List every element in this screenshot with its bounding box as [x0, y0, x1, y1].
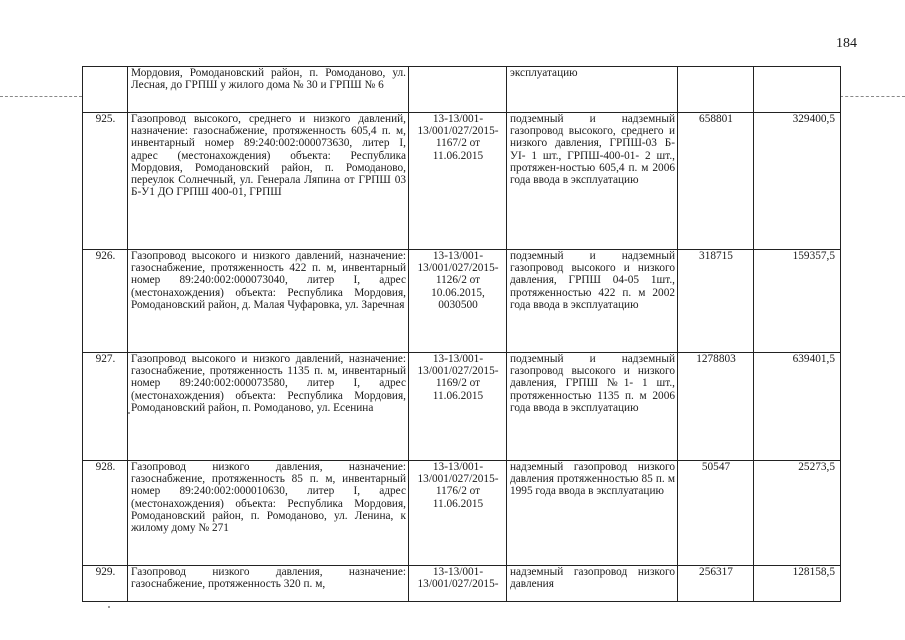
value-cell	[678, 67, 754, 113]
table-row	[83, 250, 841, 353]
registration-record: 13-13/001-13/001/027/2015-1126/2 от 10.06.2015, 0030500	[409, 250, 507, 353]
object-characteristics: подземный и надземный газопровод высокого, среднего и низкого давления, ГРПШ-03 Б-УI- 1 шт., ГРПШ-400-01- 2 шт., протяжен-ностью 605,4 п. м 2006 года ввода в эксплуатацию	[507, 113, 678, 250]
table-row	[83, 566, 841, 602]
row-number: 925.	[83, 113, 128, 250]
object-description: Газопровод высокого и низкого давлений, назначение: газоснабжение, протяженность 1135 п. м, инвентарный номер 89:240:002:000073580, литер I, адрес (местонахождения) объекта: Республика Мордовия, Ромодановский район, п. Ромоданово, ул. Есенина	[128, 353, 409, 461]
value-cell: 50547	[678, 461, 754, 566]
table-row	[83, 67, 841, 113]
registration-record: 13-13/001-13/001/027/2015-1176/2 от 11.06.2015	[409, 461, 507, 566]
object-characteristics: надземный газопровод низкого давления	[507, 566, 678, 602]
row-number: 926.	[83, 250, 128, 353]
registration-record: 13-13/001-13/001/027/2015-	[409, 566, 507, 602]
value-cell: 658801	[678, 113, 754, 250]
registration-record	[409, 67, 507, 113]
page-number: 184	[836, 36, 857, 51]
scan-speck	[108, 606, 110, 608]
table-row	[83, 113, 841, 250]
object-characteristics: надземный газопровод низкого давления протяженностью 85 п. м 1995 года ввода в эксплуатацию	[507, 461, 678, 566]
value-cell	[754, 67, 841, 113]
registration-record: 13-13/001-13/001/027/2015-1169/2 от 11.06.2015	[409, 353, 507, 461]
value-cell: 25273,5	[754, 461, 841, 566]
value-cell: 159357,5	[754, 250, 841, 353]
table-row	[83, 353, 841, 461]
object-description: Газопровод высокого и низкого давлений, назначение: газоснабжение, протяженность 422 п. м, инвентарный номер 89:240:002:000073040, литер I, адрес (местонахождения) объекта: Республика Мордовия, Ромодановский район, д. Малая Чуфаровка, ул. Заречная	[128, 250, 409, 353]
registration-record: 13-13/001-13/001/027/2015-1167/2 от 11.06.2015	[409, 113, 507, 250]
object-characteristics: эксплуатацию	[507, 67, 678, 113]
scan-artifact-line	[0, 96, 82, 97]
scan-artifact-line	[840, 96, 905, 97]
object-characteristics: подземный и надземный газопровод высокого и низкого давления, ГРПШ №1- 1 шт., протяженностью 1135 п. м 2006 года ввода в эксплуатацию	[507, 353, 678, 461]
value-cell: 318715	[678, 250, 754, 353]
value-cell: 639401,5	[754, 353, 841, 461]
object-description: Мордовия, Ромодановский район, п. Ромоданово, ул. Лесная, до ГРПШ у жилого дома № 30 и ГРПШ № 6	[128, 67, 409, 113]
row-number: 927.	[83, 353, 128, 461]
table-row	[83, 461, 841, 566]
row-number	[83, 67, 128, 113]
value-cell: 256317	[678, 566, 754, 602]
value-cell: 329400,5	[754, 113, 841, 250]
object-characteristics: подземный и надземный газопровод высокого и низкого давления, ГРПШ 04-05 1шт., протяженностью 422 п. м 2002 года ввода в эксплуатацию	[507, 250, 678, 353]
property-registry-table	[82, 66, 841, 602]
value-cell: 1278803	[678, 353, 754, 461]
object-description: Газопровод высокого, среднего и низкого давлений, назначение: газоснабжение, протяженность 605,4 п. м, инвентарный номер 89:240:002:000073630, литер I, адрес (местонахождения) объекта: Республика Мордовия, Ромодановский район, п. Ромоданово, переулок Солнечный, ул. Генерала Ляпина от ГРПШ 03 Б-У1 ДО ГРПШ 400-01, ГРПШ	[128, 113, 409, 250]
row-number: 929.	[83, 566, 128, 602]
object-description: Газопровод низкого давления, назначение: газоснабжение, протяженность 320 п. м,	[128, 566, 409, 602]
value-cell: 128158,5	[754, 566, 841, 602]
row-number: 928.	[83, 461, 128, 566]
object-description: Газопровод низкого давления, назначение: газоснабжение, протяженность 85 п. м, инвентарный номер 89:240:002:000010630, литер I, адрес (местонахождения) объекта: Республика Мордовия, Ромодановский район, п. Ромоданово, ул. Ленина, к жилому дому № 271	[128, 461, 409, 566]
